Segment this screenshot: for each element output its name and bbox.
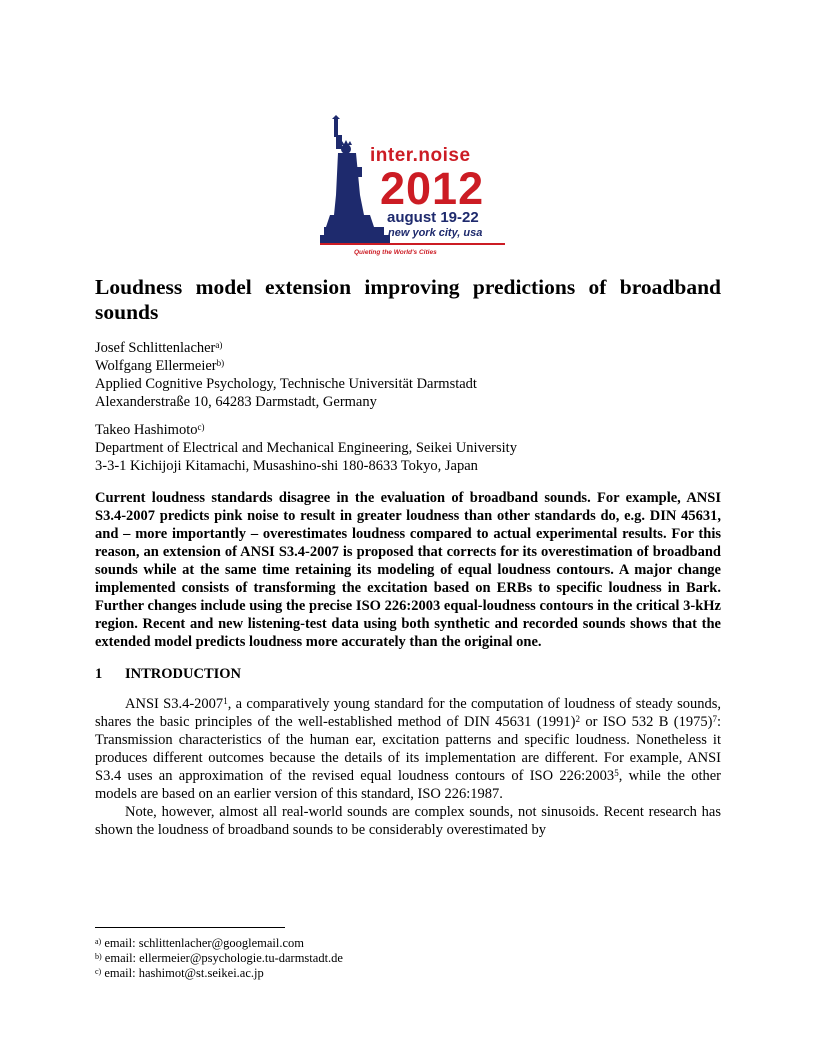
paper-content [95, 275, 721, 839]
affiliation-2-line1: Department of Electrical and Mechanical Engineering, Seikei University [95, 440, 517, 456]
logo-city: new york city, usa [388, 227, 483, 239]
logo-divider-red [320, 243, 505, 245]
conference-logo [320, 115, 505, 260]
footnotes [95, 936, 343, 981]
affiliation-1-line2: Alexanderstraße 10, 64283 Darmstadt, Germany [95, 394, 377, 410]
intro-paragraph-2: Note, however, almost all real-world sounds are complex sounds, not sinusoids. Recent research has shown the loudness of broadband sounds to be considerably overestimated by [95, 804, 721, 838]
author-3: Takeo Hashimoto$^{c)}$ [95, 422, 205, 438]
affiliation-1-line1: Applied Cognitive Psychology, Technische Universität Darmstadt [95, 376, 477, 392]
abstract: Current loudness standards disagree in the evaluation of broadband sounds. For example, ANSI S3.4-2007 predicts pink noise to result in greater loudness than other standards do, e.g. DIN 45631, and – more importantly – overestimates loudness compared to actual experimental results. For this reason, an extension of ANSI S3.4-2007 is proposed that corrects for its overestimation of broadband sounds while at the same time retaining its modeling of equal loudness contours. A major change implemented consists of transforming the excitation based on ERBs to specific loudness in Bark. Further changes include using the precise ISO 226:2003 equal-loudness contours in the critical 3-kHz region. Recent and new listening-test data using both synthetic and recorded sounds shows that the extended model predicts loudness more accurately than the original one. [95, 490, 721, 650]
intro-paragraph-1: ANSI S3.4-2007$^1$, a comparatively young standard for the computation of loudness of steady sounds, shares the basic principles of the well-established method of DIN 45631 $(1991)^2$ or ISO 532 B $(1975)^7$: Transmission characteristics of the human ear, excitation patterns and specific loudness. Nonetheless it produces different outcomes because the details of its implementation are different. For example, ANSI S3.4 uses an approximation of the revised equal loudness contours of ISO 226:2003$^5$, while the other models are based on an earlier version of this standard, ISO 226:1987. [95, 696, 721, 802]
footnote-b: $^{b)}$ email: ellermeier@psychologie.tu-darmstadt.de [95, 951, 343, 965]
footnote-c: $^{c)}$ email: hashimot@st.seikei.ac.jp [95, 966, 264, 980]
section-number: 1 [95, 666, 103, 682]
footnote-a: $^{a)}$ email: schlittenlacher@googlemail.com [95, 936, 304, 950]
author-2: Wolfgang Ellermeier$^{b)}$ [95, 358, 225, 374]
affiliation-2-line2: 3-3-1 Kichijoji Kitamachi, Musashino-shi 180-8633 Tokyo, Japan [95, 458, 478, 474]
logo-dates: august 19-22 [387, 209, 479, 226]
section-heading [95, 665, 721, 683]
logo-year: 2012 [380, 163, 485, 214]
author-block [95, 339, 721, 475]
author-1: Josef Schlittenlacher$^{a)}$ [95, 340, 223, 356]
paper-title-line1: Loudness model extension improving predictions of broadband [95, 275, 721, 299]
logo-tagline: Quieting the World's Cities [354, 249, 437, 256]
logo-name: inter.noise [370, 145, 471, 166]
footnote-rule [95, 927, 285, 928]
section-title: INTRODUCTION [125, 666, 242, 682]
paper-title-line2: sounds [95, 300, 159, 324]
